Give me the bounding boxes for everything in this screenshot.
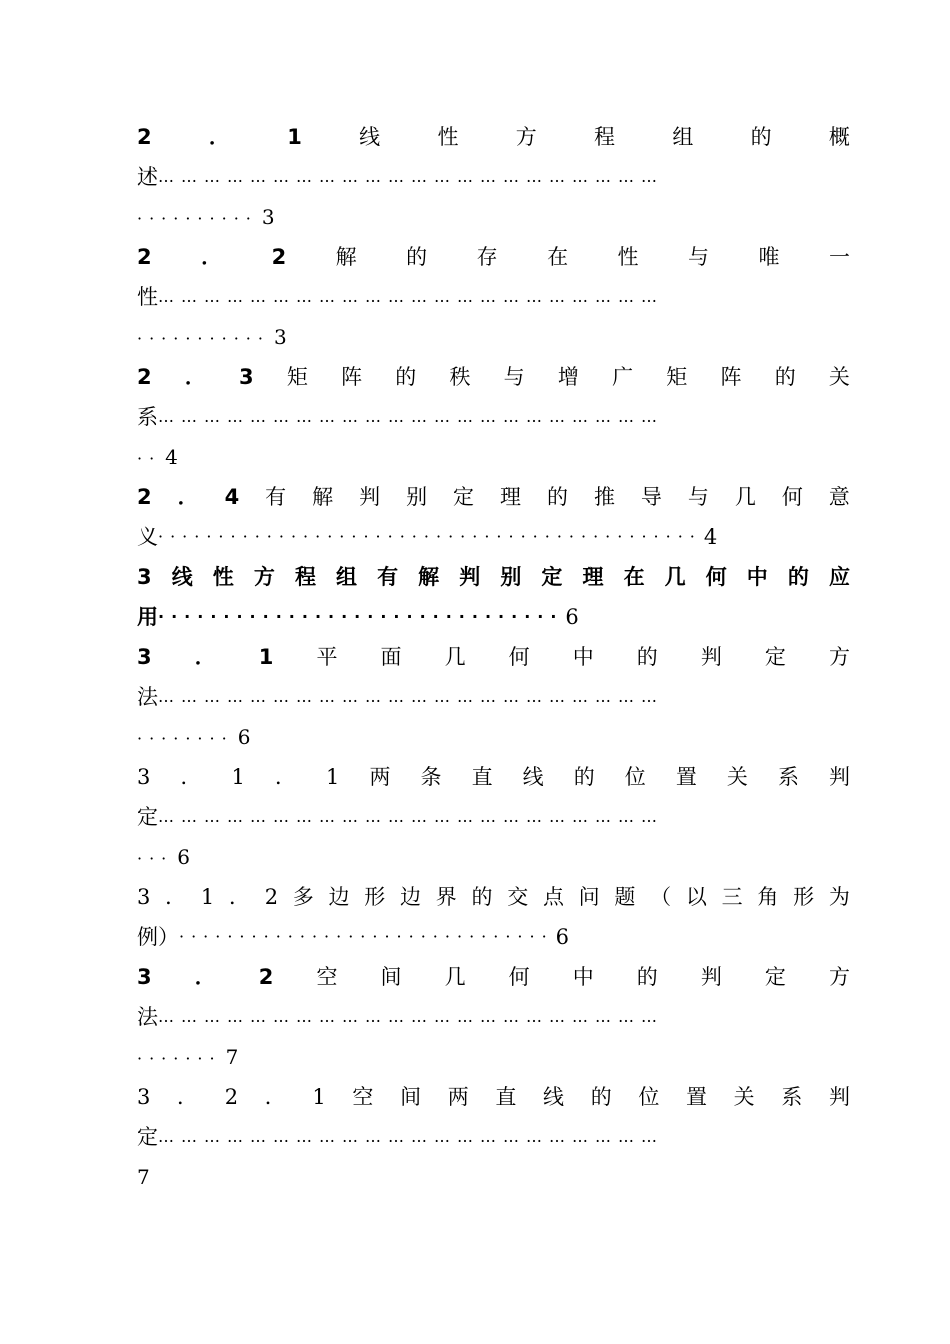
toc-heading-char: ． bbox=[194, 645, 216, 669]
toc-heading-char: 几 bbox=[444, 645, 466, 669]
toc-entry-leader bbox=[137, 397, 850, 437]
toc-heading-char: 以 bbox=[685, 885, 707, 909]
toc-heading-char: 导 bbox=[640, 485, 662, 509]
toc-heading-char: 增 bbox=[557, 365, 579, 389]
toc-heading-char: 3 bbox=[137, 885, 151, 909]
toc-heading-char: 的 bbox=[573, 765, 595, 789]
toc-dot-leader: ………………………………………………………… bbox=[158, 687, 664, 706]
toc-heading-char: 存 bbox=[476, 245, 498, 269]
toc-page-number: 7 bbox=[225, 1045, 239, 1069]
toc-heading-char: 推 bbox=[593, 485, 615, 509]
toc-dot-leader: ······························· bbox=[179, 927, 554, 946]
toc-heading-char: 秩 bbox=[449, 365, 471, 389]
toc-heading-char: 置 bbox=[675, 765, 697, 789]
toc-heading-char: 线 bbox=[543, 1085, 565, 1109]
toc-heading-char: 中 bbox=[572, 645, 594, 669]
toc-entry-heading bbox=[137, 557, 850, 597]
toc-lead-text: 定 bbox=[137, 805, 158, 829]
toc-entry-heading bbox=[137, 1077, 850, 1117]
toc-heading-char: 有 bbox=[265, 485, 287, 509]
toc-heading-char: 一 bbox=[828, 245, 850, 269]
toc-dot-leader: ··········· bbox=[137, 329, 270, 348]
toc-heading-char: 系 bbox=[777, 765, 799, 789]
toc-lead-text: 述 bbox=[137, 165, 158, 189]
toc-heading-char: 为 bbox=[828, 885, 850, 909]
toc-dot-leader: ………………………………………………………… bbox=[158, 1007, 664, 1026]
toc-heading-char: 3 bbox=[137, 965, 152, 989]
toc-heading-char: 三 bbox=[721, 885, 743, 909]
toc-dot-leader: ·· bbox=[137, 449, 162, 468]
toc-dot-leader: ········ bbox=[137, 729, 234, 748]
toc-heading-char: 何 bbox=[781, 485, 803, 509]
toc-heading-char: ． bbox=[177, 485, 199, 509]
toc-heading-char: 的 bbox=[787, 565, 809, 589]
toc-entry-heading bbox=[137, 237, 850, 277]
toc-lead-text: 例） bbox=[137, 925, 179, 949]
toc-entry-heading bbox=[137, 757, 850, 797]
toc-lead-text: 法 bbox=[137, 1005, 158, 1029]
toc-entry-heading bbox=[137, 117, 850, 157]
toc-lead-text: 定 bbox=[137, 1125, 158, 1149]
toc-heading-char: 边 bbox=[328, 885, 350, 909]
toc-heading-char: 别 bbox=[500, 565, 522, 589]
toc-heading-char: 程 bbox=[594, 125, 616, 149]
toc-heading-char: 判 bbox=[700, 645, 722, 669]
toc-heading-char: 解 bbox=[418, 565, 440, 589]
toc-heading-char: 空 bbox=[316, 965, 338, 989]
toc-lead-text: 用 bbox=[137, 605, 158, 629]
toc-heading-char: 界 bbox=[435, 885, 457, 909]
toc-entry-leader bbox=[137, 157, 850, 197]
toc-page-number: 3 bbox=[261, 205, 275, 229]
toc-page-number: 7 bbox=[137, 1165, 150, 1189]
toc-heading-char: ． bbox=[201, 245, 223, 269]
toc-entry-page-line bbox=[137, 437, 850, 477]
toc-heading-char: 2 bbox=[137, 485, 152, 509]
toc-heading-char: 判 bbox=[459, 565, 481, 589]
toc-heading-char: 的 bbox=[636, 965, 658, 989]
toc-page-number: 4 bbox=[165, 445, 178, 469]
toc-page-number: 3 bbox=[273, 325, 287, 349]
toc-heading-char: 与 bbox=[503, 365, 525, 389]
toc-heading-char: 3 bbox=[239, 365, 254, 389]
toc-entry-leader bbox=[137, 597, 850, 637]
toc-heading-char: 何 bbox=[508, 965, 530, 989]
toc-entry-page-line bbox=[137, 837, 850, 877]
toc-heading-char: 定 bbox=[541, 565, 563, 589]
toc-page-number: 6 bbox=[565, 605, 579, 629]
table-of-contents bbox=[137, 117, 850, 1197]
toc-entry-page-line bbox=[137, 317, 850, 357]
toc-heading-char: 2 bbox=[258, 965, 274, 989]
toc-heading-char: 形 bbox=[793, 885, 815, 909]
toc-heading-char: 两 bbox=[447, 1085, 469, 1109]
toc-entry-page-line bbox=[137, 1037, 850, 1077]
toc-heading-char: 题 bbox=[614, 885, 636, 909]
toc-heading-char: 系 bbox=[781, 1085, 803, 1109]
toc-heading-char: ． bbox=[194, 965, 216, 989]
toc-heading-char: 线 bbox=[522, 765, 544, 789]
toc-page-number: 4 bbox=[703, 525, 718, 549]
toc-entry-leader bbox=[137, 997, 850, 1037]
toc-heading-char: 的 bbox=[774, 365, 796, 389]
toc-heading-char: 2 bbox=[264, 885, 279, 909]
toc-heading-char: ． bbox=[264, 1085, 286, 1109]
toc-dot-leader: ·········· bbox=[137, 209, 258, 228]
toc-heading-char: 广 bbox=[612, 365, 634, 389]
toc-heading-char: 中 bbox=[572, 965, 594, 989]
toc-heading-char: 1 bbox=[287, 125, 302, 149]
toc-heading-char: 定 bbox=[453, 485, 475, 509]
toc-dot-leader: ······························· bbox=[158, 607, 564, 626]
toc-heading-char: 关 bbox=[726, 765, 748, 789]
toc-heading-char: 理 bbox=[582, 565, 604, 589]
toc-heading-char: ． bbox=[274, 765, 296, 789]
toc-heading-char: 的 bbox=[406, 245, 428, 269]
toc-heading-char: 位 bbox=[638, 1085, 660, 1109]
toc-entry-leader bbox=[137, 517, 850, 557]
toc-heading-char: 两 bbox=[369, 765, 391, 789]
toc-heading-char: 1 bbox=[258, 645, 274, 669]
toc-heading-char: 角 bbox=[757, 885, 779, 909]
toc-dot-leader: ············································· bbox=[158, 527, 702, 546]
toc-heading-char: 直 bbox=[495, 1085, 517, 1109]
toc-heading-char: 间 bbox=[380, 965, 402, 989]
toc-heading-char: 解 bbox=[335, 245, 357, 269]
toc-heading-char: 理 bbox=[500, 485, 521, 509]
toc-dot-leader: ………………………………………………………… bbox=[158, 407, 664, 426]
toc-lead-text: 性 bbox=[137, 285, 158, 309]
toc-entry-leader bbox=[137, 277, 850, 317]
toc-heading-char: 意 bbox=[828, 485, 850, 509]
toc-heading-char: ． bbox=[165, 885, 187, 909]
toc-heading-char: 在 bbox=[623, 565, 645, 589]
toc-heading-char: 的 bbox=[395, 365, 417, 389]
toc-heading-char: 矩 bbox=[286, 365, 308, 389]
toc-heading-char: 3 bbox=[137, 565, 152, 589]
toc-dot-leader: ··· bbox=[137, 849, 174, 868]
toc-heading-char: 组 bbox=[336, 565, 358, 589]
toc-heading-char: 阵 bbox=[341, 365, 363, 389]
toc-entry-page-line bbox=[137, 1157, 850, 1197]
toc-heading-char: 4 bbox=[224, 485, 240, 509]
toc-entry-heading bbox=[137, 637, 850, 677]
toc-heading-char: 线 bbox=[171, 565, 193, 589]
toc-heading-char: 何 bbox=[705, 565, 727, 589]
toc-heading-char: 中 bbox=[746, 565, 768, 589]
toc-heading-char: 唯 bbox=[758, 245, 780, 269]
toc-heading-char: 性 bbox=[617, 245, 639, 269]
toc-entry-heading bbox=[137, 477, 850, 517]
toc-heading-char: 判 bbox=[700, 965, 722, 989]
toc-heading-char: 平 bbox=[316, 645, 338, 669]
toc-heading-char: 3 bbox=[137, 765, 151, 789]
toc-heading-char: 阵 bbox=[720, 365, 742, 389]
toc-heading-char: 1 bbox=[326, 765, 340, 789]
toc-page-number: 6 bbox=[237, 725, 251, 749]
toc-heading-char: 问 bbox=[578, 885, 600, 909]
toc-heading-char: 判 bbox=[359, 485, 381, 509]
toc-entry-page-line bbox=[137, 717, 850, 757]
toc-heading-char: 有 bbox=[377, 565, 399, 589]
toc-entry-heading bbox=[137, 877, 850, 917]
toc-heading-char: 几 bbox=[734, 485, 756, 509]
toc-entry-heading bbox=[137, 957, 850, 997]
toc-entry-heading bbox=[137, 357, 850, 397]
toc-heading-char: 1 bbox=[200, 885, 215, 909]
toc-heading-char: 关 bbox=[828, 365, 850, 389]
toc-entry-page-line bbox=[137, 197, 850, 237]
toc-heading-char: 2 bbox=[137, 125, 152, 149]
toc-heading-char: 关 bbox=[733, 1085, 755, 1109]
toc-dot-leader: ………………………………………………………… bbox=[158, 287, 664, 306]
toc-heading-char: ． bbox=[184, 365, 206, 389]
toc-heading-char: 直 bbox=[471, 765, 493, 789]
toc-heading-char: 2 bbox=[137, 365, 152, 389]
toc-heading-char: 别 bbox=[406, 485, 428, 509]
toc-heading-char: 几 bbox=[444, 965, 466, 989]
toc-heading-char: 1 bbox=[312, 1085, 326, 1109]
toc-entry-leader bbox=[137, 677, 850, 717]
toc-dot-leader: ………………………………………………………… bbox=[158, 1127, 664, 1146]
toc-heading-char: 程 bbox=[294, 565, 316, 589]
toc-heading-char: 2 bbox=[137, 245, 152, 269]
toc-heading-char: 解 bbox=[312, 485, 334, 509]
toc-heading-char: 组 bbox=[672, 125, 694, 149]
toc-heading-char: 边 bbox=[400, 885, 421, 909]
toc-heading-char: 空 bbox=[352, 1085, 374, 1109]
toc-heading-char: 间 bbox=[400, 1085, 422, 1109]
toc-heading-char: 方 bbox=[828, 965, 850, 989]
toc-heading-char: 2 bbox=[224, 1085, 239, 1109]
toc-heading-char: 判 bbox=[829, 765, 850, 789]
toc-heading-char: 置 bbox=[686, 1085, 707, 1109]
toc-heading-char: 方 bbox=[515, 125, 537, 149]
toc-heading-char: ． bbox=[228, 885, 250, 909]
toc-heading-char: ． bbox=[177, 1085, 199, 1109]
toc-entry-leader bbox=[137, 797, 850, 837]
toc-page-number: 6 bbox=[555, 925, 570, 949]
toc-heading-char: （ bbox=[650, 885, 672, 909]
toc-heading-char: 面 bbox=[380, 645, 402, 669]
toc-heading-char: 判 bbox=[828, 1085, 850, 1109]
toc-heading-char: 交 bbox=[507, 885, 529, 909]
toc-heading-char: ． bbox=[208, 125, 230, 149]
toc-heading-char: 条 bbox=[420, 765, 442, 789]
toc-lead-text: 法 bbox=[137, 685, 158, 709]
toc-dot-leader: ………………………………………………………… bbox=[158, 167, 664, 186]
toc-heading-char: 概 bbox=[828, 125, 850, 149]
toc-heading-char: 点 bbox=[542, 885, 564, 909]
toc-heading-char: 矩 bbox=[666, 365, 688, 389]
toc-heading-char: 与 bbox=[688, 245, 709, 269]
toc-heading-char: 方 bbox=[828, 645, 850, 669]
toc-heading-char: 性 bbox=[437, 125, 459, 149]
toc-heading-char: ． bbox=[180, 765, 202, 789]
toc-dot-leader: ………………………………………………………… bbox=[158, 807, 664, 826]
toc-heading-char: 何 bbox=[508, 645, 530, 669]
toc-heading-char: 3 bbox=[137, 1085, 151, 1109]
toc-lead-text: 系 bbox=[137, 405, 158, 429]
toc-page-number: 6 bbox=[177, 845, 190, 869]
toc-heading-char: 性 bbox=[212, 565, 234, 589]
toc-heading-char: 2 bbox=[271, 245, 287, 269]
toc-heading-char: 与 bbox=[687, 485, 709, 509]
toc-heading-char: 线 bbox=[359, 125, 381, 149]
toc-heading-char: 应 bbox=[828, 565, 850, 589]
toc-heading-char: 几 bbox=[664, 565, 686, 589]
toc-heading-char: 多 bbox=[292, 885, 314, 909]
toc-entry-leader bbox=[137, 917, 850, 957]
toc-heading-char: 1 bbox=[231, 765, 245, 789]
toc-heading-char: 的 bbox=[590, 1085, 612, 1109]
toc-heading-char: 形 bbox=[364, 885, 386, 909]
toc-heading-char: 方 bbox=[253, 565, 275, 589]
toc-lead-text: 义 bbox=[137, 525, 158, 549]
toc-heading-char: 3 bbox=[137, 645, 152, 669]
toc-heading-char: 在 bbox=[547, 245, 569, 269]
toc-dot-leader: ······· bbox=[137, 1049, 222, 1068]
toc-heading-char: 定 bbox=[764, 645, 786, 669]
toc-heading-char: 的 bbox=[471, 885, 493, 909]
toc-heading-char: 定 bbox=[764, 965, 786, 989]
toc-heading-char: 的 bbox=[546, 485, 568, 509]
toc-heading-char: 的 bbox=[750, 125, 772, 149]
toc-entry-leader bbox=[137, 1117, 850, 1157]
toc-heading-char: 的 bbox=[636, 645, 658, 669]
toc-heading-char: 位 bbox=[624, 765, 646, 789]
